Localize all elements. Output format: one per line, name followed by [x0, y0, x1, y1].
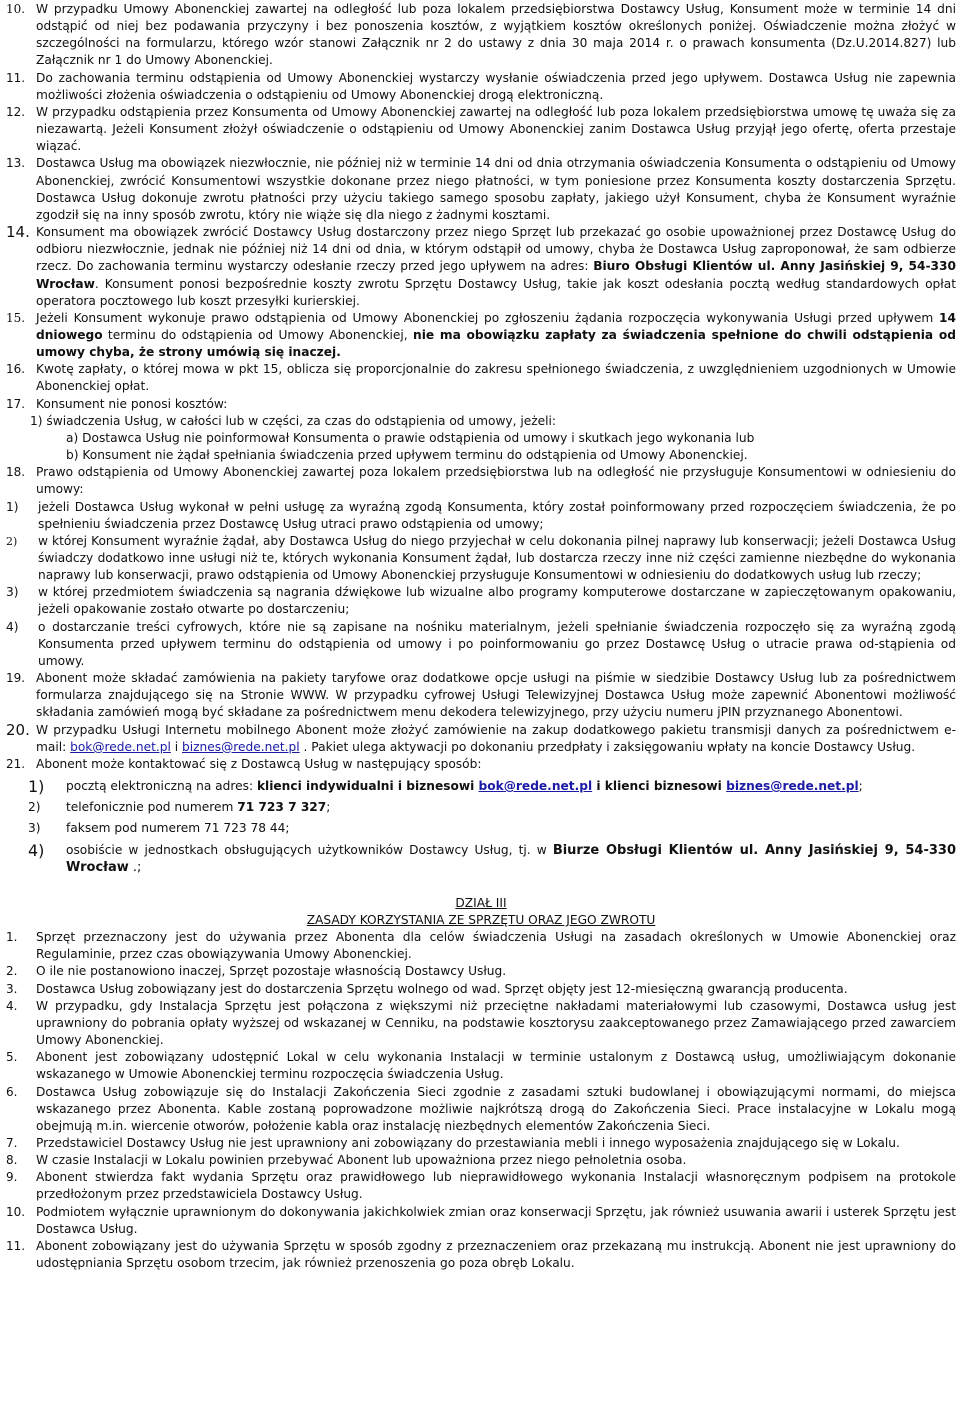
sub-item: a) Dostawca Usług nie poinformował Konsumenta o prawie odstąpienia od umowy i skutkach jego wykonania lub: [66, 430, 755, 445]
list-item: [6, 1204, 956, 1238]
contact-email: [6, 778, 956, 795]
list-item: [6, 155, 956, 224]
item-text: Kwotę zapłaty, o której mowa w pkt 15, oblicza się proporcjonalnie do zakresu spełnionego świadczenia, z uwzględnieniem uzgodnionych w Umowie Abonenckiej opłat.: [36, 362, 956, 394]
item-text: W przypadku odstąpienia przez Konsumenta od Umowy Abonenckiej zawartej na odległość lub poza lokalem przedsiębiorstwa umowę tę uważa się za niezawartą. Jeżeli Konsument złożył oświadczenie o odstąpieniu od Umowy Abonenckiej zanim Dostawca Usług przyjął jego ofertę, oferta przestaje wiązać.: [36, 104, 956, 154]
item-text: Abonent jest zobowiązany udostępnić Lokal w celu wykonania Instalacji w terminie ustalonym z Dostawcą usług, umożliwiającym dokonanie wskazanego w Umowie Abonenckiej terminu rozpoczęcia świadczenia Usług.: [36, 1050, 956, 1082]
item-number: 8.: [6, 1153, 18, 1168]
item-number: 15.: [6, 310, 26, 325]
item-text: Przedstawiciel Dostawcy Usług nie jest uprawniony ani zobowiązany do przestawiania mebli i innego wyposażenia znajdującego się w Lokalu.: [36, 1136, 900, 1150]
list-item: [6, 1135, 956, 1152]
item-text: Podmiotem wyłącznie uprawnionym do dokonywania jakichkolwiek zmian oraz konserwacji Sprzętu, jak również usuwania awarii i usterek Sprzętu jest Dostawca Usług.: [36, 1204, 956, 1236]
list-item: [6, 1169, 956, 1203]
sub-item-number: 1): [6, 499, 19, 514]
sub-item-number: 2): [6, 534, 18, 548]
item-number: 6.: [6, 1084, 18, 1099]
email-link-bok[interactable]: bok@rede.net.pl: [70, 739, 171, 754]
item-text: W przypadku Usługi Internetu mobilnego Abonent może złożyć zamówienie na zakup dodatkowego pakietu transmisji danych za pośrednictwem e-mail: bok@rede.net.pl i biznes@rede.net.pl . Pakiet ulega aktywacji po dokonaniu przedpłaty i zaksięgowaniu wpłaty na koncie Dostawcy Usług.: [36, 722, 956, 754]
list-item: [6, 104, 956, 155]
sub-item-number: 3): [28, 821, 41, 836]
sub-item-number: 4): [6, 619, 19, 634]
phone-number: 71 723 7 327: [237, 800, 327, 815]
sub-item: [6, 619, 956, 670]
list-item: [6, 1049, 956, 1083]
item-number: 5.: [6, 1050, 18, 1065]
item-number: 21.: [6, 756, 26, 771]
item-text: Abonent może składać zamówienia na pakiety taryfowe oraz dodatkowe opcje usługi na piśmie w siedzibie Dostawcy Usług lub za pośrednictwem formularza znajdującego się na Stronie WWW. W przypadku cyfrowej Usługi Telewizyjnej Dostawca Usług może zapewnić Abonentowi możliwość składania zamówień mogą być składane za pośrednictwem menu dekodera telewizyjnego, przy użyciu numeru jPIN przyznanego Abonentowi.: [36, 671, 956, 720]
list-item: [6, 1238, 956, 1272]
list-item: [6, 670, 956, 721]
item-text: Dostawca Usług zobowiązuje się do Instalacji Zakończenia Sieci zgodnie z zasadami sztuki budowlanej i obowiązującymi normami, do miejsca wskazanego przez Abonenta. Kable zostaną poprowadzone możliwie najkrótszą drogą do Zakończenia Sieci. Prace instalacyjne w Lokalu mogą obejmują m.in. wiercenie otworów, położenie kabla oraz instalację niezbędnych elementów Zakończenia Sieci.: [36, 1084, 956, 1133]
item-number: 20.: [6, 720, 30, 739]
list-item: [6, 310, 956, 361]
list-item: [6, 1152, 956, 1169]
item-text: Prawo odstąpienia od Umowy Abonenckiej zawartej poza lokalem przedsiębiorstwa lub na odległość nie przysługuje Konsumentowi w odniesieniu do umowy:: [36, 465, 956, 497]
list-item: [6, 998, 956, 1049]
item-number: 13.: [6, 156, 26, 171]
email-link-bok[interactable]: bok@rede.net.pl: [478, 779, 593, 794]
list-item: [6, 929, 956, 963]
item-text: Do zachowania terminu odstąpienia od Umowy Abonenckiej wystarczy wysłanie oświadczenia przed jego upływem. Dostawca Usług nie zapewnia możliwości złożenia oświadczenia o odstąpieniu od Umowy Abonenckiej drogą elektroniczną.: [36, 70, 956, 102]
sub-item-text: osobiście w jednostkach obsługujących użytkowników Dostawcy Usług, tj. w Biurze Obsługi Klientów ul. Anny Jasińskiej 9, 54-330 Wrocław .;: [66, 842, 956, 875]
list-item: [6, 70, 956, 104]
item-number: 18.: [6, 465, 26, 480]
item-text: Konsument nie ponosi kosztów:: [36, 396, 228, 411]
sub-item: [6, 584, 956, 618]
sub-item-text: w której Konsument wyraźnie żądał, aby Dostawca Usług do niego przyjechał w celu dokonania pilnej naprawy lub konserwacji; jeżeli Dostawca Usług świadczy dodatkowo inne usługi niż te, których wykonania Konsument żądał, lub dostarcza rzeczy inne niż części zamienne niezbędne do wykonania naprawy lub konserwacji, prawo odstąpienia od Umowy Abonenckiej przysługuje Konsumentowi w odniesieniu do dodatkowych usług lub rzeczy;: [38, 533, 956, 583]
item-number: 17.: [6, 396, 26, 411]
section-subheading: ZASADY KORZYSTANIA ZE SPRZĘTU ORAZ JEGO ZWROTU: [306, 912, 656, 927]
sub-item-number: 2): [28, 800, 41, 815]
item-text: Abonent stwierdza fakt wydania Sprzętu oraz prawidłowego lub nieprawidłowego wykonania Instalacji własnoręcznym podpisem na protokole przedłożonym przez przedstawiciela Dostawcy Usług.: [36, 1170, 956, 1202]
item-number: 10.: [6, 1204, 26, 1219]
sub-item: [6, 499, 956, 533]
item-number: 7.: [6, 1136, 18, 1150]
list-item: [6, 396, 956, 413]
item-number: 1.: [6, 930, 18, 945]
list-item: [6, 963, 956, 980]
email-link-biznes[interactable]: biznes@rede.net.pl: [726, 779, 859, 794]
item-number: 16.: [6, 362, 26, 377]
sub-item-number: 1): [28, 777, 45, 797]
sub-item: 1) świadczenia Usług, w całości lub w części, za czas do odstąpienia od umowy, jeżeli:: [30, 413, 557, 428]
item-number: 19.: [6, 671, 26, 686]
item-text: W przypadku, gdy Instalacja Sprzętu jest połączona z większymi niż przeciętne nakładami materiałowymi lub czasowymi, Dostawca usług jest uprawniony do pobrania opłaty wyższej od wskazanej w Cenniku, na podstawie kosztorysu zaakceptowanego przez Zamawiającego przed zawarciem Umowy Abonenckiej.: [36, 998, 956, 1048]
list-item: [6, 224, 956, 310]
address-bold: Biuro Obsługi Klientów ul. Anny Jasińskiej 9, 54-330 Wrocław: [36, 259, 956, 291]
contact-fax: [6, 820, 956, 837]
item-text: Abonent może kontaktować się z Dostawcą Usług w następujący sposób:: [36, 756, 482, 771]
item-number: 9.: [6, 1170, 18, 1185]
item-number: 4.: [6, 998, 18, 1013]
list-item: [6, 0, 956, 70]
list-item: [6, 756, 956, 773]
item-number: 14.: [6, 223, 30, 242]
item-number: 10.: [6, 2, 26, 16]
item-number: 12.: [6, 104, 26, 119]
item-text: Sprzęt przeznaczony jest do używania przez Abonenta dla celów świadczenia Usługi na zasadach określonych w Umowie Abonenckiej oraz Regulaminie, przez czas obowiązywania Umowy Abonenckiej.: [36, 930, 956, 962]
item-number: 2.: [6, 964, 18, 979]
list-item: [6, 722, 956, 756]
sub-item-text: telefonicznie pod numerem 71 723 7 327;: [66, 800, 331, 815]
sub-item: [6, 533, 956, 584]
item-number: 11.: [6, 1238, 26, 1253]
contact-phone: [6, 799, 956, 816]
list-item: [6, 981, 956, 998]
item-text: Abonent zobowiązany jest do używania Sprzętu w sposób zgodny z przeznaczeniem oraz przekazaną mu instrukcją. Abonent nie jest uprawniony do udostępniania Sprzętu osobom trzecim, jak również przenoszenia go poza obręb Lokalu.: [36, 1238, 956, 1271]
sub-item-number: 3): [6, 585, 19, 600]
item-text: W przypadku Umowy Abonenckiej zawartej na odległość lub poza lokalem przedsiębiorstwa Dostawcy Usług, Konsument może w terminie 14 dni odstąpić od niej bez podawania przyczyny i bez ponoszenia kosztów, z wyjątkiem kosztów określonych poniżej. Oświadczenie można złożyć w szczególności na formularzu, którego wzór stanowi Załącznik nr 2 do ustawy z dnia 30 maja 2014 r. o prawach konsumenta (Dz.U.2014.827) lub Załącznik nr 1 do Umowy Abonenckiej.: [36, 2, 956, 68]
list-item: [6, 361, 956, 395]
sub-item-text: o dostarczanie treści cyfrowych, które nie są zapisane na nośniku materialnym, jeżeli spełnianie świadczenia rozpoczęło się za wyraźną zgodą Konsumenta przed upływem terminu do odstąpienia od umowy i po poinformowaniu go przez Dostawcę Usług o utracie prawa od-stąpienia od umowy.: [38, 619, 956, 668]
item-text: Dostawca Usług ma obowiązek niezwłocznie, nie później niż w terminie 14 dni od dnia otrzymania oświadczenia Konsumenta o odstąpieniu od Umowy Abonenckiej, zwrócić Konsumentowi wszystkie dokonane przez niego płatności, w tym poniesione przez Konsumenta koszty dostarczenia Sprzętu. Dostawca Usług dokonuje zwrotu płatności przy użyciu takiego samego sposobu zapłaty, jakiego użył Konsument, chyba że Konsument wyraźnie zgodził się na inny sposób zwrotu, który nie wiąże się dla niego z żadnymi kosztami.: [36, 156, 956, 222]
sub-item: b) Konsument nie żądał spełniania świadczenia przed upływem terminu do odstąpienia od Umowy Abonenckiej.: [66, 448, 748, 463]
sub-item-text: pocztą elektroniczną na adres: klienci indywidualni i biznesowi bok@rede.net.pl i klienci biznesowi biznes@rede.net.pl;: [66, 779, 863, 794]
item-text: Konsument ma obowiązek zwrócić Dostawcy Usług dostarczony przez niego Sprzęt lub przekazać go osobie upoważnionej przez Dostawcę Usług do odbioru niezwłocznie, jednak nie później niż 14 dni od dnia, w którym odstąpił od umowy, chyba że Dostawca Usług zaproponował, że sam odbierze rzecz. Do zachowania terminu wystarczy odesłanie rzeczy przed jego upływem na adres: Biuro Obsługi Klientów ul. Anny Jasińskiej 9, 54-330 Wrocław. Konsument ponosi bezpośrednie koszty zwrotu Sprzętu Dostawcy Usług, takie jak koszt odesłania pocztą według standardowych opłat operatora pocztowego lub koszt przesyłki kurierskiej.: [36, 225, 956, 308]
item-text: O ile nie postanowiono inaczej, Sprzęt pozostaje własnością Dostawcy Usług.: [36, 964, 507, 979]
sub-item-text: w której przedmiotem świadczenia są nagrania dźwiękowe lub wizualne albo programy komputerowe dostarczane w zapieczętowanym opakowaniu, jeżeli opakowanie zostało otwarte po dostarczeniu;: [38, 585, 956, 617]
section-heading: DZIAŁ III: [455, 895, 507, 910]
list-item: [6, 1084, 956, 1135]
item-number: 11.: [6, 70, 26, 85]
sub-item-number: 4): [28, 840, 45, 860]
item-number: 3.: [6, 981, 18, 996]
contact-office: [6, 842, 956, 876]
list-item: [6, 464, 956, 498]
email-link-biznes[interactable]: biznes@rede.net.pl: [182, 739, 300, 754]
sub-item-text: faksem pod numerem 71 723 78 44;: [66, 821, 290, 836]
item-text: Jeżeli Konsument wykonuje prawo odstąpienia od Umowy Abonenckiej po zgłoszeniu żądania rozpoczęcia wykonywania Usługi przed upływem 14 dniowego terminu do odstąpienia od Umowy Abonenckiej, nie ma obowiązku zapłaty za świadczenia spełnione do chwili odstąpienia od umowy chyba, że strony umówią się inaczej.: [36, 310, 956, 360]
item-text: Dostawca Usług zobowiązany jest do dostarczenia Sprzętu wolnego od wad. Sprzęt objęty jest 12-miesięczną gwarancją producenta.: [36, 981, 848, 996]
sub-item-text: jeżeli Dostawca Usług wykonał w pełni usługę za wyraźną zgodą Konsumenta, który został poinformowany przed rozpoczęciem świadczenia, że po spełnieniu świadczenia przez Dostawcę Usług utraci prawo odstąpienia od umowy;: [38, 499, 956, 531]
item-text: W czasie Instalacji w Lokalu powinien przebywać Abonent lub upoważniona przez niego pełnoletnia osoba.: [36, 1153, 687, 1168]
